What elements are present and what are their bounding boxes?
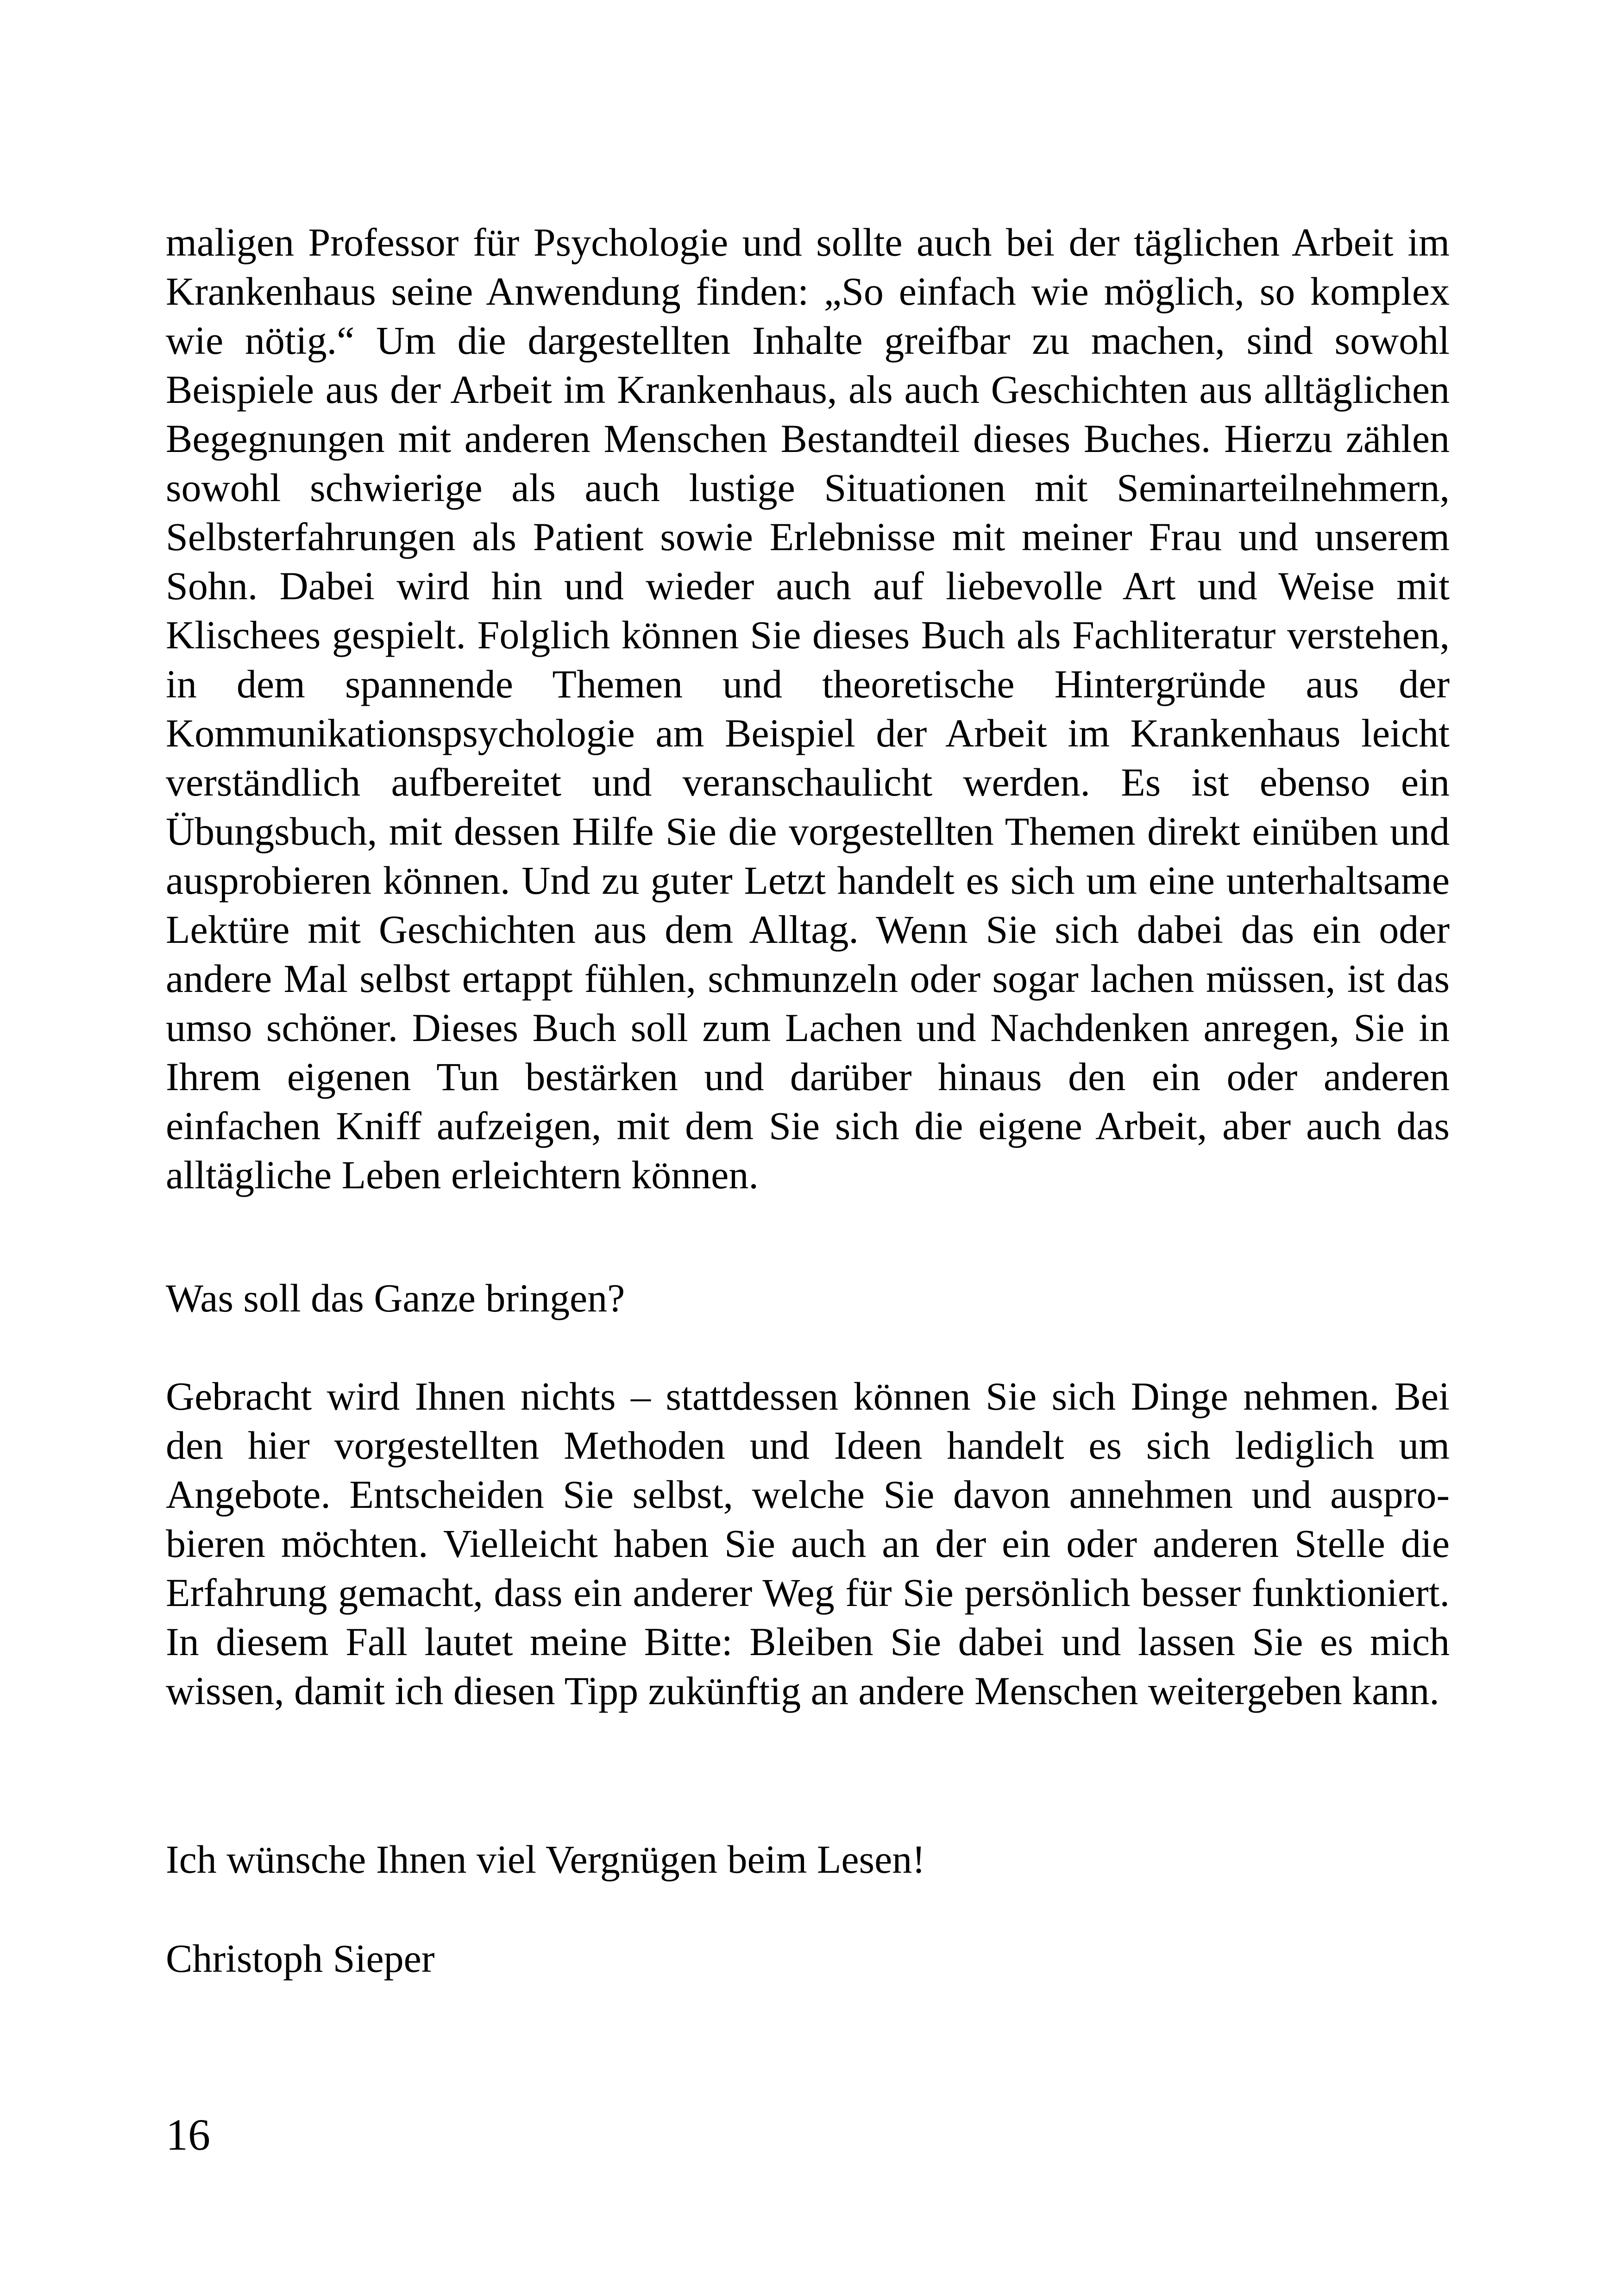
paragraph-explanation: Gebracht wird Ihnen nichts – stattdessen können Sie sich Dinge nehmen. Bei den hier vorgestellten Methoden und Ideen handelt es sich lediglich um Angebote. Entscheiden Sie selbst, welche Sie davon annehmen und ausprobieren möchten. Vielleicht haben Sie auch an der ein oder anderen Stelle die Erfahrung gemacht, dass ein anderer Weg für Sie persönlich besser funktioniert. In diesem Fall lautet meine Bitte: Bleiben Sie dabei und lassen Sie es mich wissen, damit ich diesen Tipp zukünftig an andere Menschen weitergeben kann. [166, 1374, 1450, 1713]
paragraph-intro: maligen Professor für Psychologie und sollte auch bei der täglichen Arbeit im Krankenhaus seine Anwendung finden: „So einfach wie möglich, so komplex wie nötig.“ Um die dargestellten Inhalte greifbar zu machen, sind sowohl Beispiele aus der Arbeit im Krankenhaus, als auch Geschichten aus alltäglichen Begegnungen mit anderen Menschen Bestandteil dieses Buches. Hierzu zählen sowohl schwierige als auch lustige Situationen mit Seminarteilnehmern, Selbsterfahrungen als Patient sowie Erlebnisse mit meiner Frau und unserem Sohn. Dabei wird hin und wieder auch auf liebevolle Art und Weise mit Klischees gespielt. Folglich können Sie dieses Buch als Fachliteratur verstehen, in dem spannende Themen und theoretische Hintergründe aus der Kommunikationspsychologie am Beispiel der Arbeit im Krankenhaus leicht verständlich aufbereitet und veranschaulicht werden. Es ist ebenso ein Übungsbuch, mit dessen Hilfe Sie die vorgestellten Themen direkt einüben und ausprobieren können. Und zu guter Letzt handelt es sich um eine unterhaltsame Lektüre mit Geschichten aus dem Alltag. Wenn Sie sich dabei das ein oder andere Mal selbst ertappt fühlen, schmunzeln oder sogar lachen müssen, ist das umso schöner. Dieses Buch soll zum Lachen und Nachdenken anregen, Sie in Ihrem eigenen Tun bestärken und darüber hinaus den ein oder anderen einfachen Kniff aufzeigen, mit dem Sie sich die eigene Arbeit, aber auch das alltägliche Leben erleichtern können. [166, 220, 1450, 1197]
body-text [166, 218, 1450, 1199]
closing-line: Ich wünsche Ihnen viel Vergnügen beim Lesen! [166, 1837, 925, 1882]
section-question: Was soll das Ganze bringen? [166, 1276, 625, 1320]
page-number: 16 [166, 2110, 210, 2159]
author-signature: Christoph Sieper [166, 1936, 435, 1981]
